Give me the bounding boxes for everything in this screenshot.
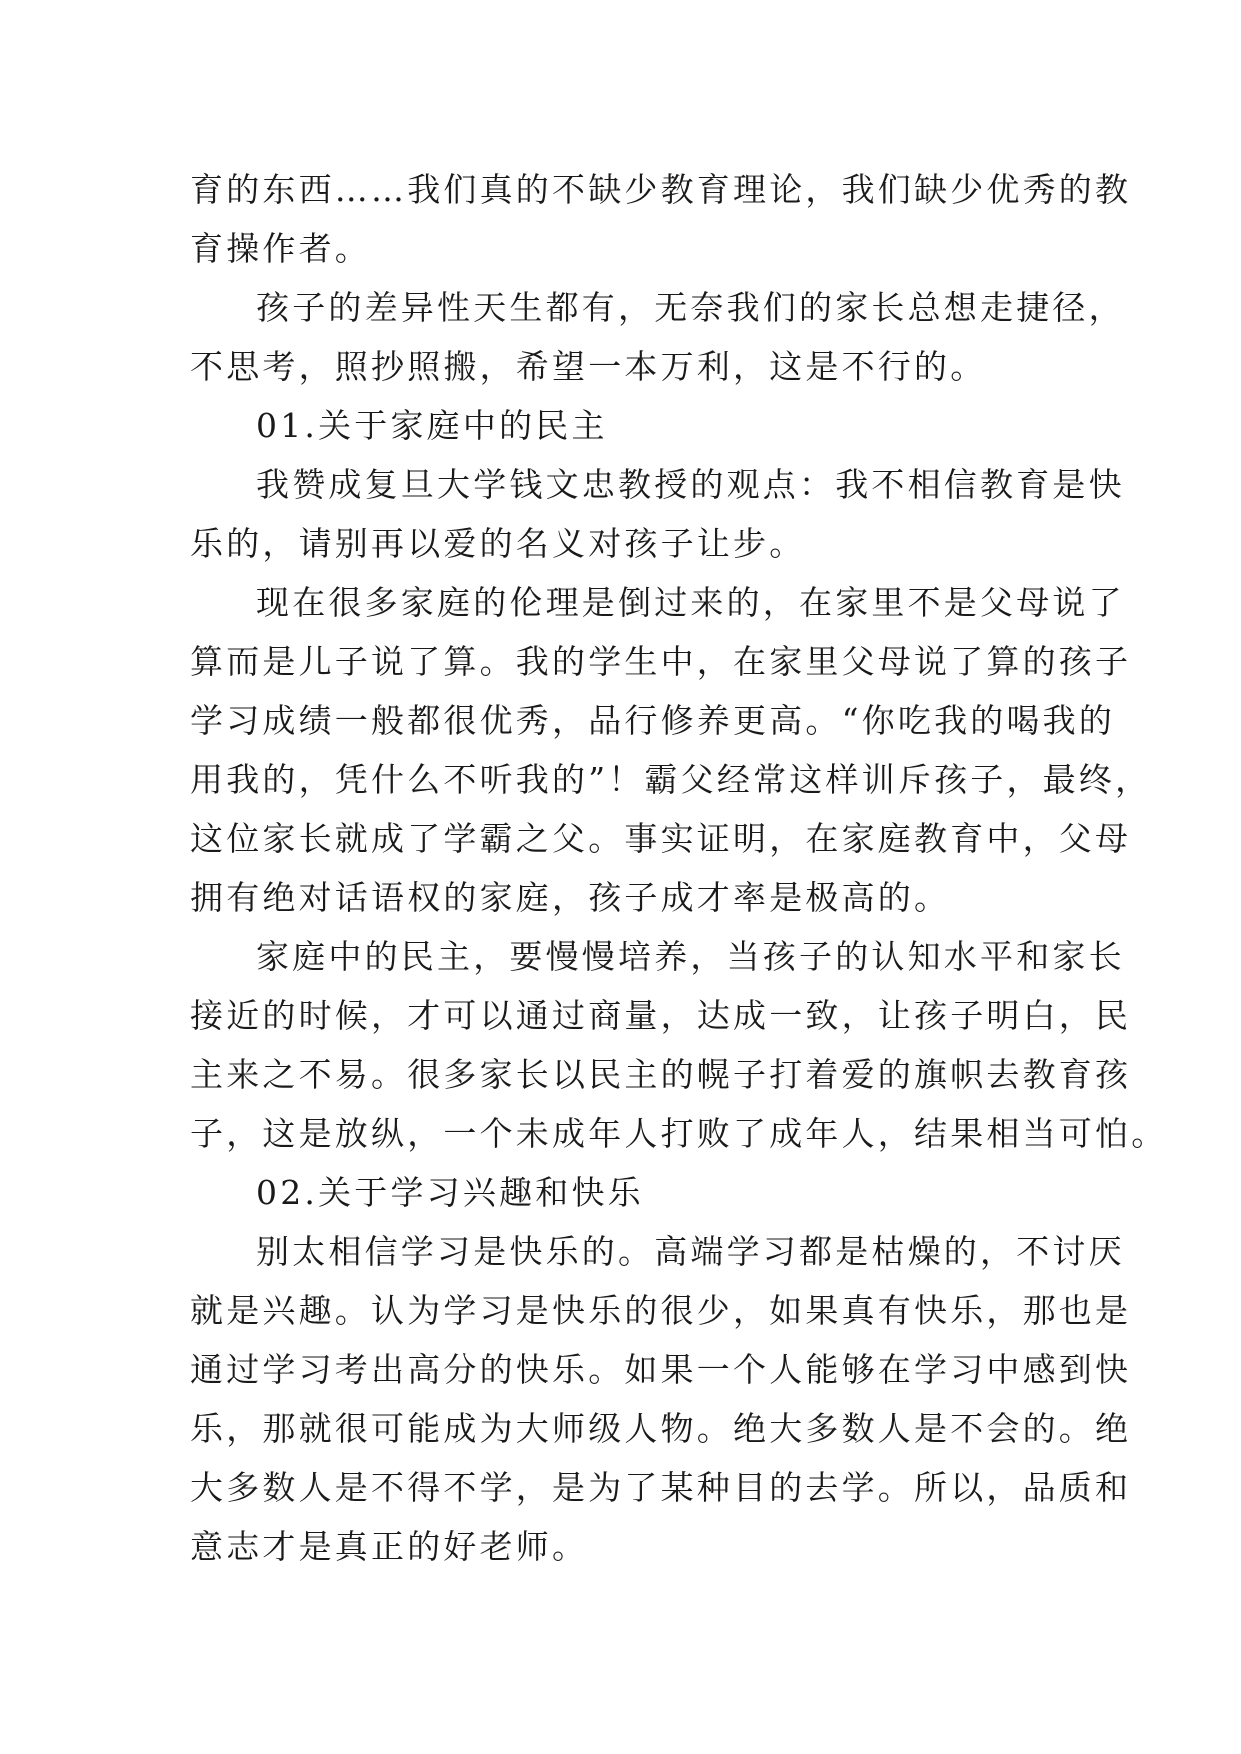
paragraph-start-line: 孩子的差异性天生都有，无奈我们的家长总想走捷径， [256,288,1125,327]
text-line: 不思考，照抄照搬，希望一本万利，这是不行的。 [190,347,987,386]
text-line: 学习成绩一般都很优秀，品行修养更高。“你吃我的喝我的 [190,701,1116,740]
document-page [190,160,1168,1576]
paragraph-start-line: 家庭中的民主，要慢慢培养，当孩子的认知水平和家长 [256,937,1125,976]
text-line: 育操作者。 [190,229,371,268]
text-line: 主来之不易。很多家长以民主的幌子打着爱的旗帜去教育孩 [190,1055,1132,1094]
text-line: 育的东西……我们真的不缺少教育理论，我们缺少优秀的教 [190,170,1132,209]
text-line: 通过学习考出高分的快乐。如果一个人能够在学习中感到快 [190,1350,1132,1389]
paragraph-start-line: 我赞成复旦大学钱文忠教授的观点：我不相信教育是快 [256,465,1125,504]
text-line: 这位家长就成了学霸之父。事实证明，在家庭教育中，父母 [190,819,1132,858]
text-line: 拥有绝对话语权的家庭，孩子成才率是极高的。 [190,878,951,917]
text-line: 乐的，请别再以爱的名义对孩子让步。 [190,524,806,563]
text-line: 接近的时候，才可以通过商量，达成一致，让孩子明白，民 [190,996,1132,1035]
text-line: 用我的，凭什么不听我的”！霸父经常这样训斥孩子，最终， [190,760,1152,799]
text-line: 就是兴趣。认为学习是快乐的很少，如果真有快乐，那也是 [190,1291,1132,1330]
section-heading-01: 01.关于家庭中的民主 [256,406,608,445]
section-heading-02: 02.关于学习兴趣和快乐 [256,1173,644,1212]
paragraph-start-line: 现在很多家庭的伦理是倒过来的，在家里不是父母说了 [256,583,1125,622]
text-line: 算而是儿子说了算。我的学生中，在家里父母说了算的孩子 [190,642,1132,681]
text-line: 子，这是放纵，一个未成年人打败了成年人，结果相当可怕。 [190,1114,1168,1153]
paragraph-start-line: 别太相信学习是快乐的。高端学习都是枯燥的，不讨厌 [256,1232,1125,1271]
text-line: 大多数人是不得不学，是为了某种目的去学。所以，品质和 [190,1468,1132,1507]
text-line: 乐，那就很可能成为大师级人物。绝大多数人是不会的。绝 [190,1409,1132,1448]
text-line: 意志才是真正的好老师。 [190,1527,589,1566]
